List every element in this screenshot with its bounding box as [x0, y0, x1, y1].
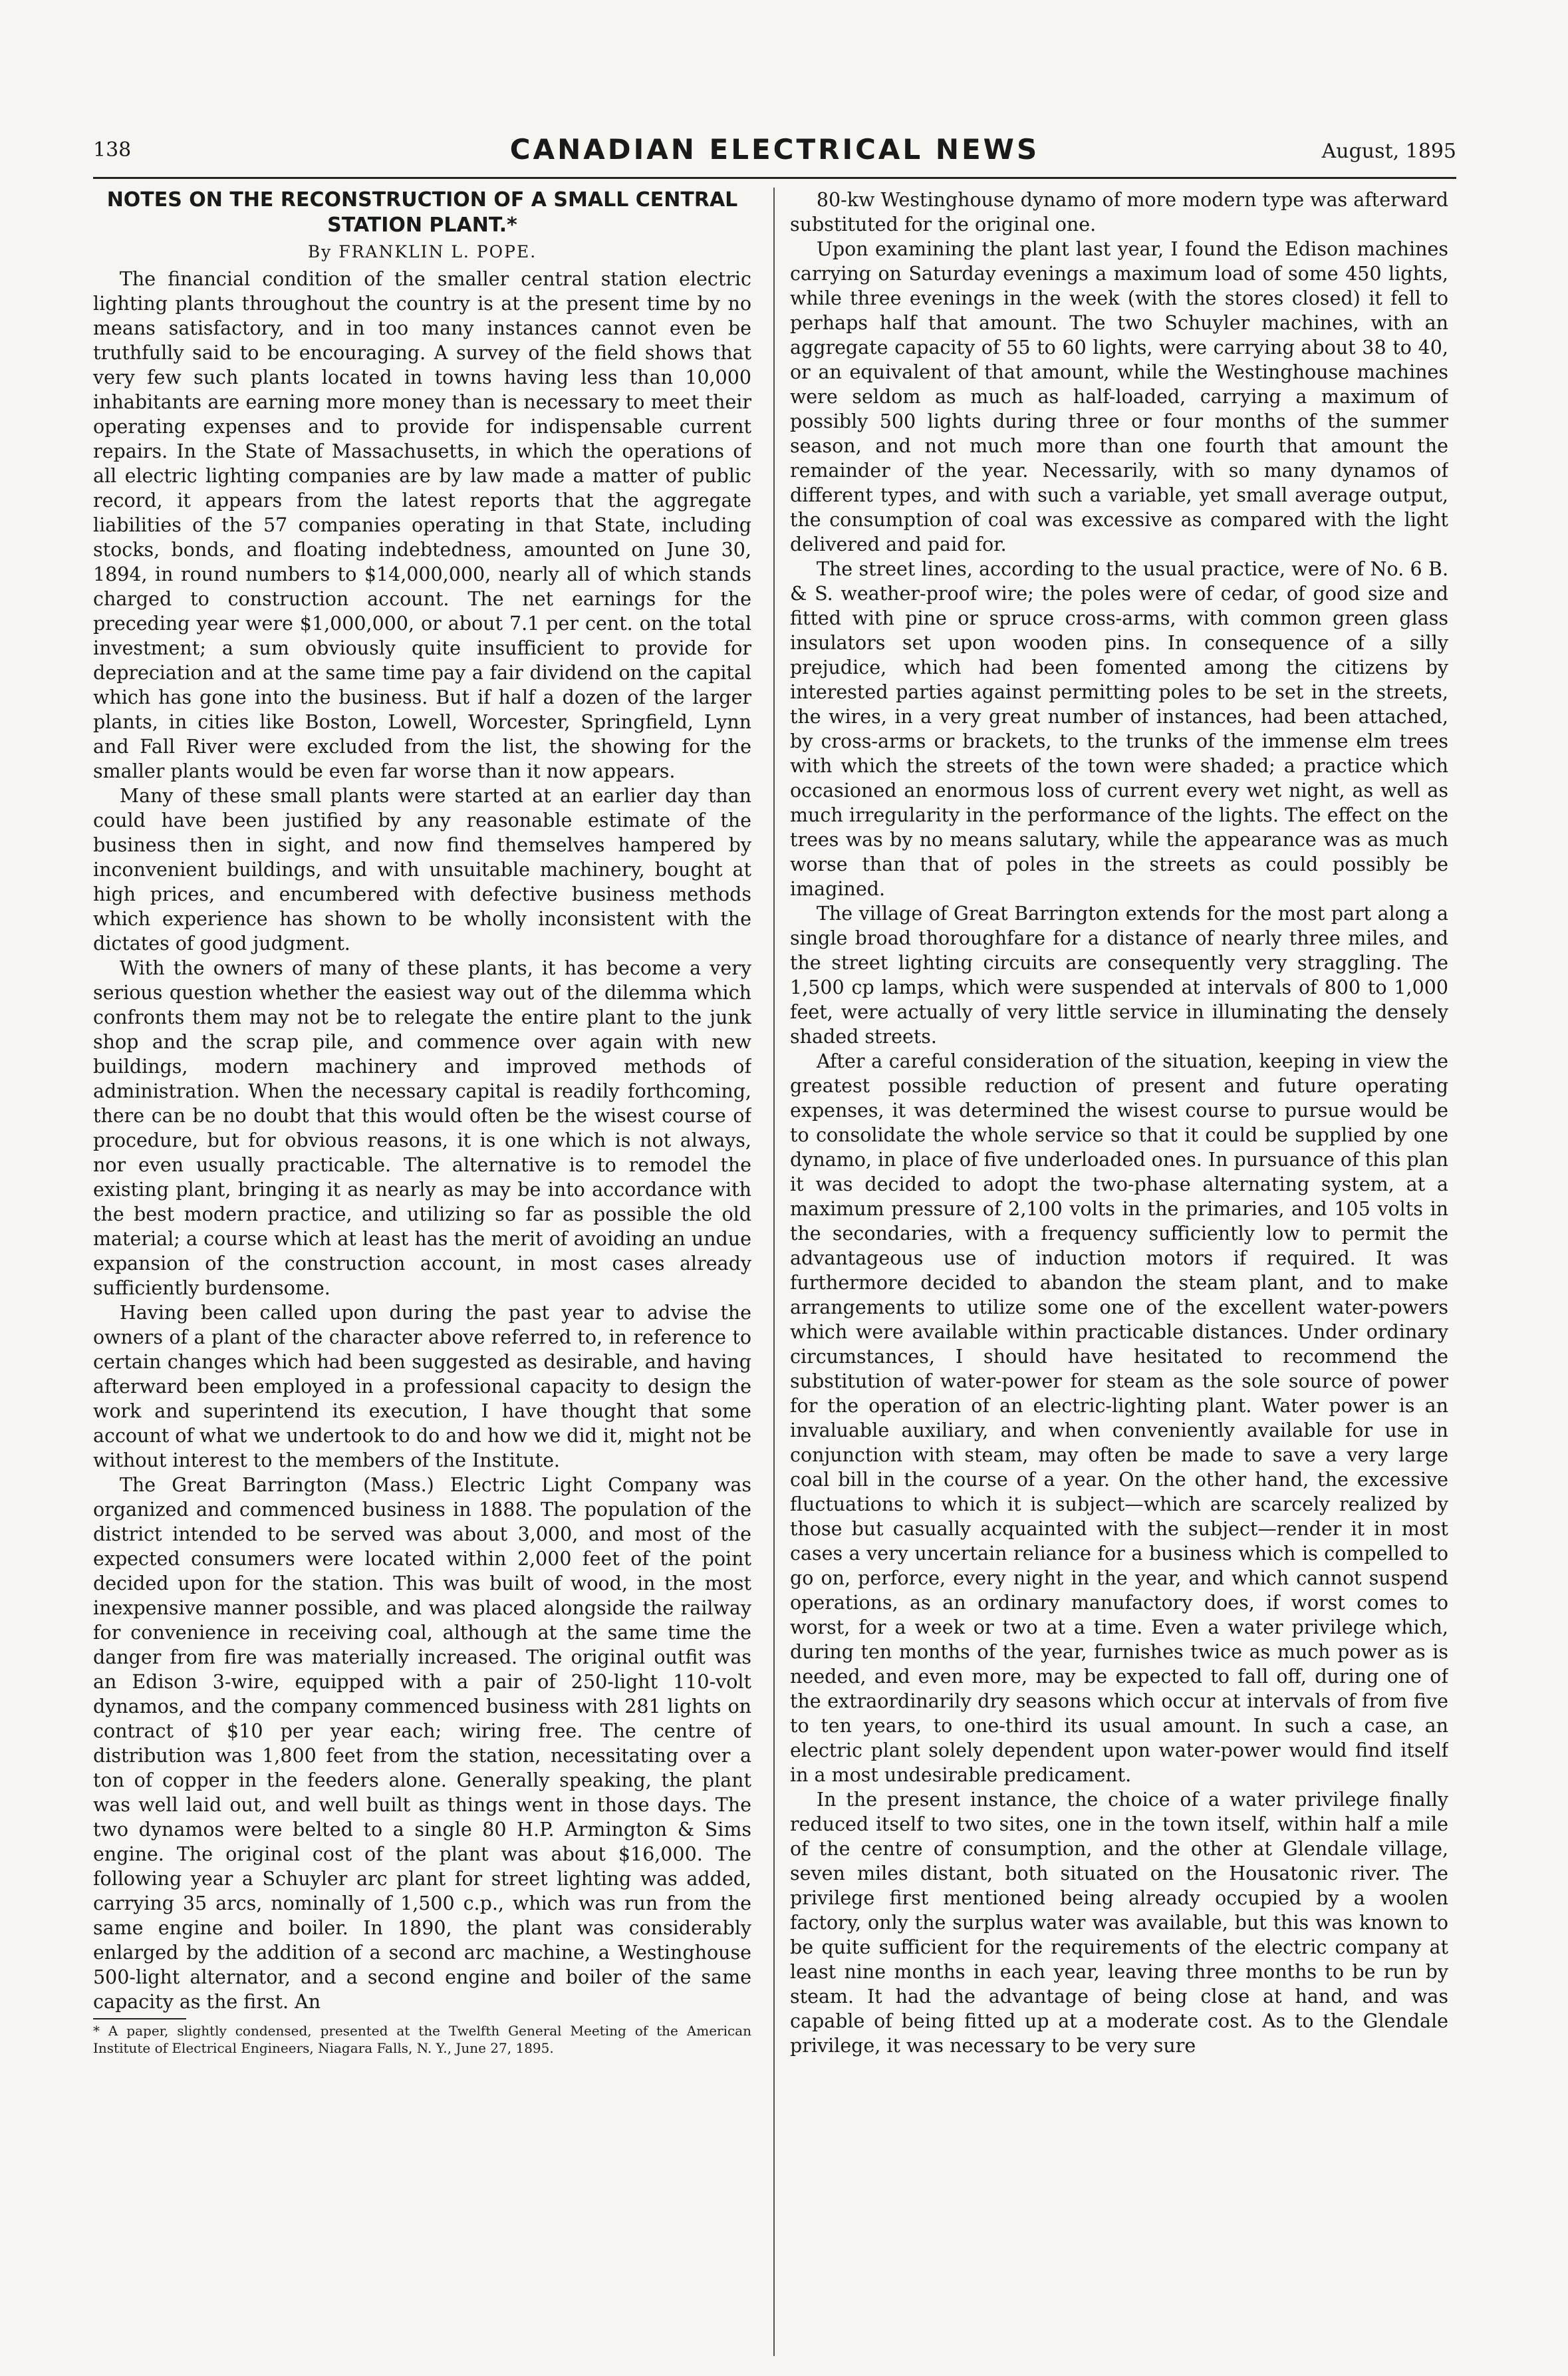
article-byline: By FRANKLIN L. POPE.: [307, 242, 537, 261]
left-column: [93, 188, 751, 2329]
paragraph: Having been called upon during the past year to advise the owners of a plant of the character above referred to, in reference to certain changes which had been suggested as desirable, and having afterward been employed in a professional capacity to design the work and superintend its execution, I have thought that some account of what we undertook to do and how we did it, might not be without interest to the members of the Institute.: [93, 1302, 751, 1471]
paragraph: 80-kw Westinghouse dynamo of more modern type was afterward substituted for the original one.: [790, 189, 1448, 235]
paragraph: After a careful consideration of the situation, keeping in view the greatest possible reduction of present and future operating expenses, it was determined the wisest course to pursue would be to consolidate the whole service so that it could be supplied by one dynamo, in place of five underloaded ones. In pursuance of this plan it was decided to adopt the two-phase alternating system, at a maximum pressure of 2,100 volts in the primaries, and 105 volts in the secondaries, with a frequency sufficiently low to permit the advantageous use of induction motors if required. It was furthermore decided to abandon the steam plant, and to make arrangements to utilize some one of the excellent water-powers which were available within practicable distances. Under ordinary circumstances, I should have hesitated to recommend the substitution of water-power for steam as the sole source of power for the operation of an electric-lighting plant. Water power is an invaluable auxiliary, and when conveniently available for use in conjunction with steam, may often be made to save a very large coal bill in the course of a year. On the other hand, the excessive fluctuations to which it is subject—which are scarcely realized by those but casually acquainted with the subject—render it in most cases a very uncertain reliance for a business which is compelled to go on, perforce, every night in the year, and which cannot suspend operations, as an ordinary manufactory does, if worst comes to worst, for a week or two at a time. Even a water privilege which, during ten months of the year, furnishes twice as much power as is needed, and even more, may be expected to fall off, during one of the extraordinarily dry seasons which occur at intervals of from five to ten years, to one-third its usual amount. In such a case, an electric plant solely dependent upon water-power would find itself in a most undesirable predicament.: [790, 1050, 1448, 1786]
right-column: [790, 188, 1448, 2329]
footnote-rule: [93, 2018, 186, 2019]
paragraph: Upon examining the plant last year, I found the Edison machines carrying on Saturday evenings a maximum load of some 450 lights, while three evenings in the week (with the stores closed) it fell to perhaps half that amount. The two Schuyler machines, with an aggregate capacity of 55 to 60 lights, were carrying about 38 to 40, or an equivalent of that amount, while the Westinghouse machines were seldom as much as half-loaded, carrying a maximum of possibly 500 lights during three or four months of the summer season, and not much more than one fourth that amount the remainder of the year. Necessarily, with so many dynamos of different types, and with such a variable, yet small average output, the consumption of coal was excessive as compared with the light delivered and paid for.: [790, 238, 1448, 555]
paragraph: The financial condition of the smaller central station electric lighting plants throughout the country is at the present time by no means satisfactory, and in too many instances cannot even be truthfully said to be encouraging. A survey of the field shows that very few such plants located in towns having less than 10,000 inhabitants are earning more money than is necessary to meet their operating expenses and to provide for indispensable current repairs. In the State of Massachusetts, in which the operations of all electric lighting companies are by law made a matter of public record, it appears from the latest reports that the aggregate liabilities of the 57 companies operating in that State, including stocks, bonds, and floating indebtedness, amounted on June 30, 1894, in round numbers to $14,000,000, nearly all of which stands charged to construction account. The net earnings for the preceding year were $1,000,000, or about 7.1 per cent. on the total investment; a sum obviously quite insufficient to provide for depreciation and at the same time pay a fair dividend on the capital which has gone into the business. But if half a dozen of the larger plants, in cities like Boston, Lowell, Worcester, Springfield, Lynn and Fall River were excluded from the list, the showing for the smaller plants would be even far worse than it now appears.: [93, 268, 751, 782]
paragraph: In the present instance, the choice of a water privilege finally reduced itself to two sites, one in the town itself, within half a mile of the centre of consumption, and the other at Glendale village, seven miles distant, both situated on the Housatonic river. The privilege first mentioned being already occupied by a woolen factory, only the surplus water was available, but this was known to be quite sufficient for the requirements of the electric company at least nine months in each year, leaving three months to be run by steam. It had the advantage of being close at hand, and was capable of being fitted up at a moderate cost. As to the Glendale privilege, it was necessary to be very sure: [790, 1789, 1448, 2057]
paragraph: The Great Barrington (Mass.) Electric Light Company was organized and commenced business in 1888. The population of the district intended to be served was about 3,000, and most of the expected consumers were located within 2,000 feet of the point decided upon for the station. This was built of wood, in the most inexpensive manner possible, and was placed alongside the railway for convenience in receiving coal, although at the same time the danger from fire was materially increased. The original outfit was an Edison 3-wire, equipped with a pair of 250-light 110-volt dynamos, and the company commenced business with 281 lights on contract of $10 per year each; wiring free. The centre of distribution was 1,800 feet from the station, necessitating over a ton of copper in the feeders alone. Generally speaking, the plant was well laid out, and well built as things went in those days. The two dynamos were belted to a single 80 H.P. Armington & Sims engine. The original cost of the plant was about $16,000. The following year a Schuyler arc plant for street lighting was added, carrying 35 arcs, nominally of 1,500 c.p., which was run from the same engine and boiler. In 1890, the plant was considerably enlarged by the addition of a second arc machine, a Westinghouse 500-light alternator, and a second engine and boiler of the same capacity as the first. An: [93, 1474, 751, 2013]
paragraph: Many of these small plants were started at an earlier day than could have been justified by any reasonable estimate of the business then in sight, and now find themselves hampered by inconvenient buildings, and with unsuitable machinery, bought at high prices, and encumbered with defective business methods which experience has shown to be wholly inconsistent with the dictates of good judgment.: [93, 785, 751, 955]
journal-title: CANADIAN ELECTRICAL NEWS: [509, 133, 1040, 166]
page-header: [93, 133, 1456, 173]
article-title: NOTES ON THE RECONSTRUCTION OF A SMALL CENTRAL STATION PLANT.*: [106, 188, 738, 237]
paragraph: The village of Great Barrington extends for the most part along a single broad thoroughfare for a distance of nearly three miles, and the street lighting circuits are consequently very straggling. The 1,500 cp lamps, which were suspended at intervals of 800 to 1,000 feet, were actually of very little service in illuminating the densely shaded streets.: [790, 903, 1448, 1048]
page-number: 138: [93, 138, 132, 162]
header-rule: [93, 177, 1456, 179]
paragraph: The street lines, according to the usual practice, were of No. 6 B. & S. weather-proof wire; the poles were of cedar, of good size and fitted with pine or spruce cross-arms, with common green glass insulators set upon wooden pins. In consequence of a silly prejudice, which had been fomented among the citizens by interested parties against permitting poles to be set in the streets, the wires, in a very great number of instances, had been attached, by cross-arms or brackets, to the trunks of the immense elm trees with which the streets of the town were shaded; a practice which occasioned an enormous loss of current every wet night, as well as much irregularity in the performance of the lights. The effect on the trees was by no means salutary, while the appearance was as much worse than that of poles in the streets as could possibly be imagined.: [790, 558, 1448, 900]
paragraph: With the owners of many of these plants, it has become a very serious question whether the easiest way out of the dilemma which confronts them may not be to relegate the entire plant to the junk shop and the scrap pile, and commence over again with new buildings, modern machinery and improved methods of administration. When the necessary capital is readily forthcoming, there can be no doubt that this would often be the wisest course of procedure, but for obvious reasons, it is one which is not always, nor even usually practicable. The alternative is to remodel the existing plant, bringing it as nearly as may be into accordance with the best modern practice, and utilizing so far as possible the old material; a course which at least has the merit of avoiding an undue expansion of the construction account, in most cases already sufficiently burdensome.: [93, 957, 751, 1299]
footnote: * A paper, slightly condensed, presented at the Twelfth General Meeting of the American Institute of Electrical Engineers, Niagara Falls, N. Y., June 27, 1895.: [93, 2023, 751, 2056]
issue-date: August, 1895: [1321, 140, 1456, 163]
column-divider: [773, 188, 775, 2356]
